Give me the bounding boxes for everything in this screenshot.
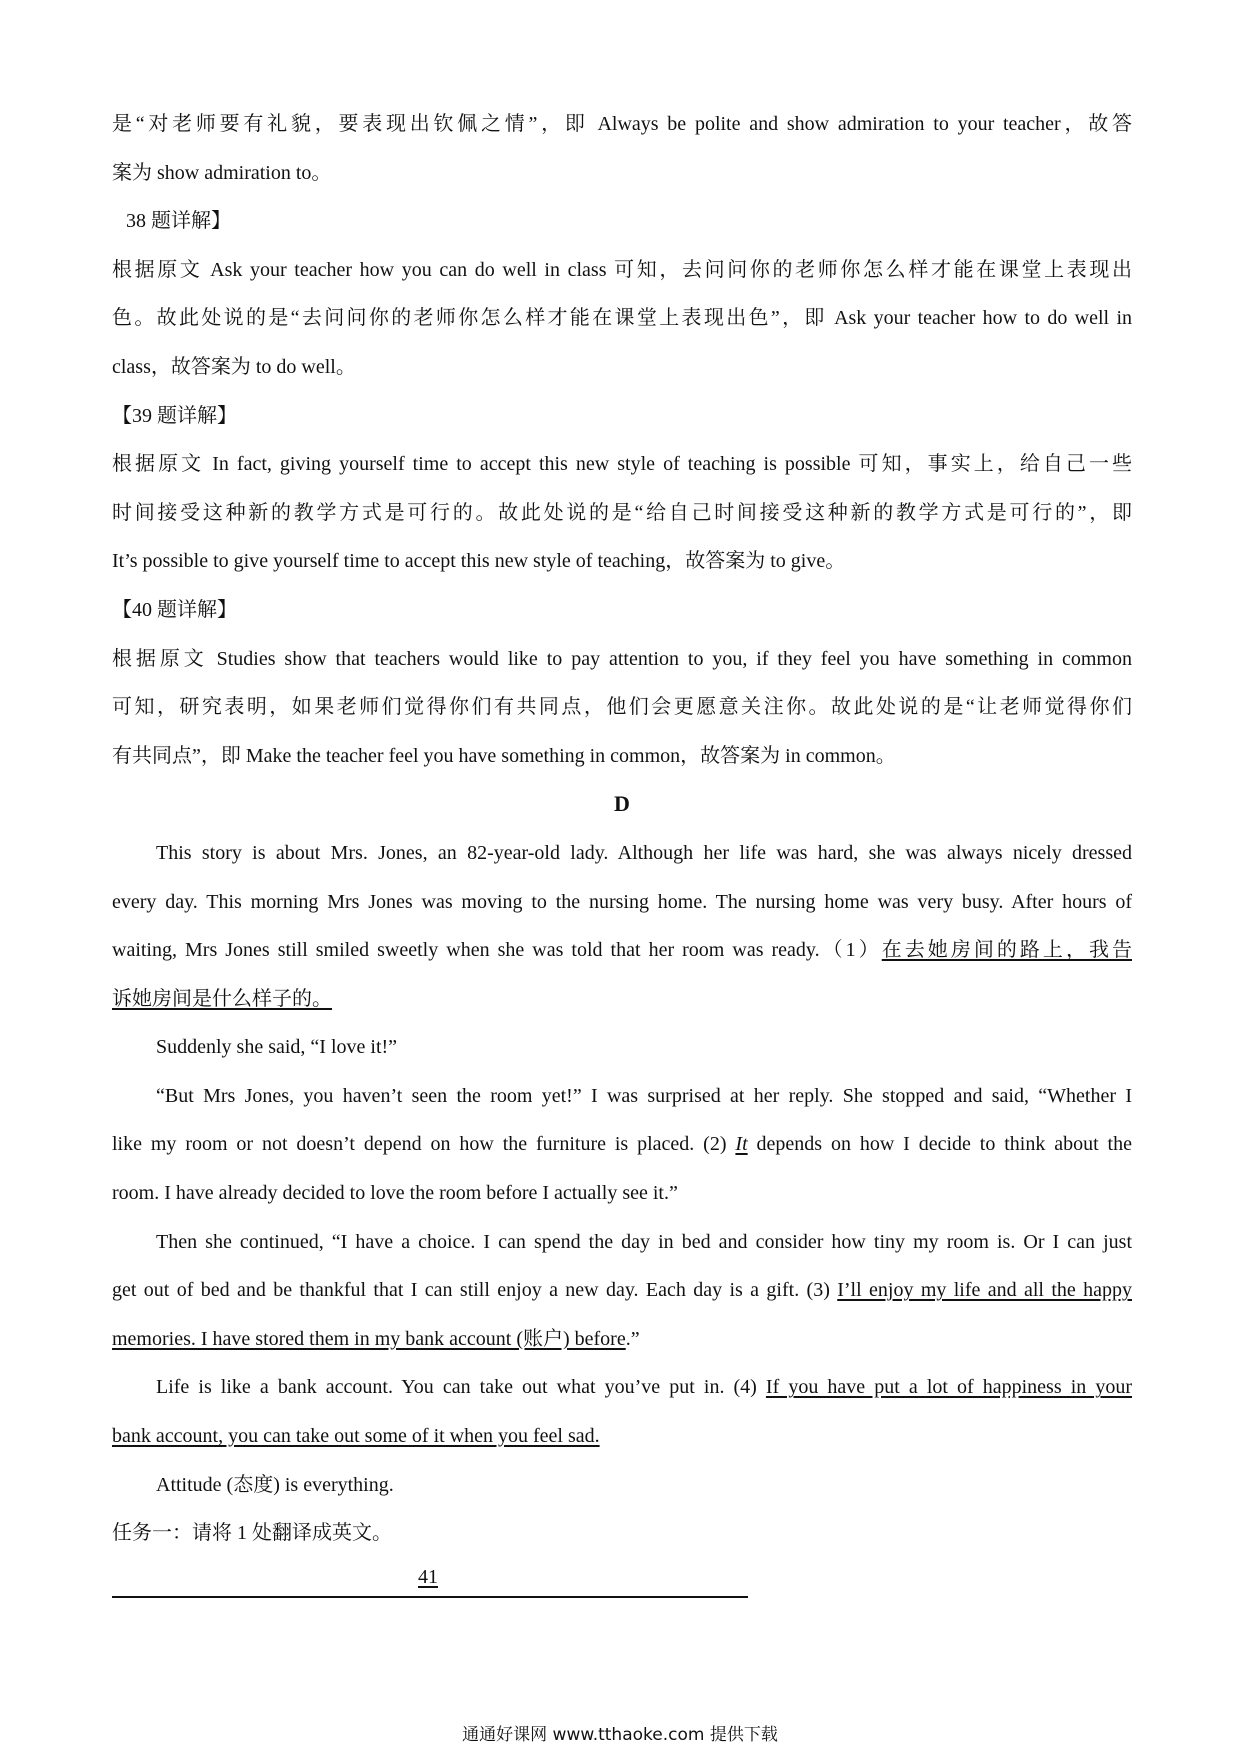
q40-line: 有共同点”，即 Make the teacher feel you have something in common，故答案为 in common。	[112, 744, 896, 767]
underlined-sentence-3: I’ll enjoy my life and all the happy	[837, 1279, 1132, 1302]
page-number: 41	[418, 1565, 438, 1588]
q38-line: 根据原文 Ask your teacher how you can do well in class 可知，去问问你的老师你怎么样才能在课堂上表现出	[112, 258, 1132, 281]
underlined-sentence-1: 在去她房间的路上，我告	[881, 939, 1132, 962]
passage-text: .”	[625, 1327, 640, 1350]
q40-heading: 【40 题详解】	[112, 598, 237, 621]
passage-line	[112, 975, 1132, 1024]
q38-heading: 38 题详解】	[126, 210, 231, 233]
paragraph-line: 是“对老师要有礼貌，要表现出钦佩之情”，即 Always be polite and show admiration to your teacher，故答	[112, 113, 1132, 135]
passage-line	[112, 1412, 1132, 1461]
underlined-sentence-1: 诉她房间是什么样子的。	[112, 987, 332, 1010]
q38-line: class，故答案为 to do well。	[112, 355, 356, 378]
paragraph-line: 案为 show admiration to。	[112, 161, 332, 184]
underlined-sentence-4: If you have put a lot of happiness in your	[765, 1376, 1132, 1399]
document-page	[112, 100, 1132, 1618]
underlined-word-it	[735, 1133, 747, 1155]
q40-line: 可知，研究表明，如果老师们觉得你们有共同点，他们会更愿意关注你。故此处说的是“让老师觉得你们	[112, 696, 1132, 719]
underlined-sentence-4: bank account, you can take out some of it when you feel sad.	[112, 1425, 600, 1448]
q40-line: 根据原文 Studies show that teachers would like to pay attention to you, if they feel you have something in common	[112, 647, 1132, 670]
section-title: D	[614, 791, 630, 817]
passage-line	[112, 1266, 1132, 1315]
passage-text: like my room or not doesn’t depend on how the furniture is placed. (2)	[112, 1133, 736, 1156]
q39-line: 根据原文 In fact, giving yourself time to accept this new style of teaching is possible 可知，事实上，给自己一些	[112, 453, 1132, 476]
passage-line: every day. This morning Mrs Jones was moving to the nursing home. The nursing home was very busy. After hours of	[112, 890, 1132, 913]
passage-text: depends on how I decide to think about the	[747, 1133, 1132, 1156]
q39-line: It’s possible to give yourself time to accept this new style of teaching，故答案为 to give。	[112, 550, 846, 573]
passage-line: Attitude (态度) is everything.	[156, 1473, 394, 1496]
italic-it: It	[735, 1133, 748, 1156]
answer-blank-line[interactable]	[112, 1596, 748, 1598]
passage-line	[112, 1120, 1132, 1169]
q38-line: 色。故此处说的是“去问问你的老师你怎么样才能在课堂上表现出色”，即 Ask your teacher how to do well in	[112, 307, 1132, 330]
answer-area	[112, 1558, 1132, 1618]
task-label: 任务一：请将 1 处翻译成英文。	[112, 1522, 392, 1545]
footer-watermark: 通通好课网 www.tthaoke.com 提供下载	[462, 1725, 778, 1745]
passage-line	[112, 1315, 1132, 1364]
underlined-sentence-3: memories. I have stored them in my bank account (账户) before	[112, 1327, 626, 1350]
passage-text: get out of bed and be thankful that I can still enjoy a new day. Each day is a gift. (3)	[112, 1279, 838, 1302]
passage-text: waiting, Mrs Jones still smiled sweetly when she was told that her room was ready.（1）	[112, 939, 882, 962]
passage-line: Then she continued, “I have a choice. I can spend the day in bed and consider how tiny my room is. Or I can just	[156, 1230, 1132, 1253]
passage-line: This story is about Mrs. Jones, an 82-year-old lady. Although her life was hard, she was always nicely dressed	[156, 841, 1132, 864]
passage-line	[112, 926, 1132, 975]
passage-line: Suddenly she said, “I love it!”	[156, 1036, 398, 1059]
q39-line: 时间接受这种新的教学方式是可行的。故此处说的是“给自己时间接受这种新的教学方式是可行的”，即	[112, 501, 1132, 524]
passage-line: “But Mrs Jones, you haven’t seen the room yet!” I was surprised at her reply. She stopped and said, “Whether I	[156, 1084, 1132, 1107]
passage-line	[112, 1363, 1132, 1412]
q39-heading: 【39 题详解】	[112, 404, 237, 427]
passage-text: Life is like a bank account. You can take out what you’ve put in. (4)	[156, 1376, 766, 1399]
passage-line: room. I have already decided to love the room before I actually see it.”	[112, 1182, 678, 1205]
